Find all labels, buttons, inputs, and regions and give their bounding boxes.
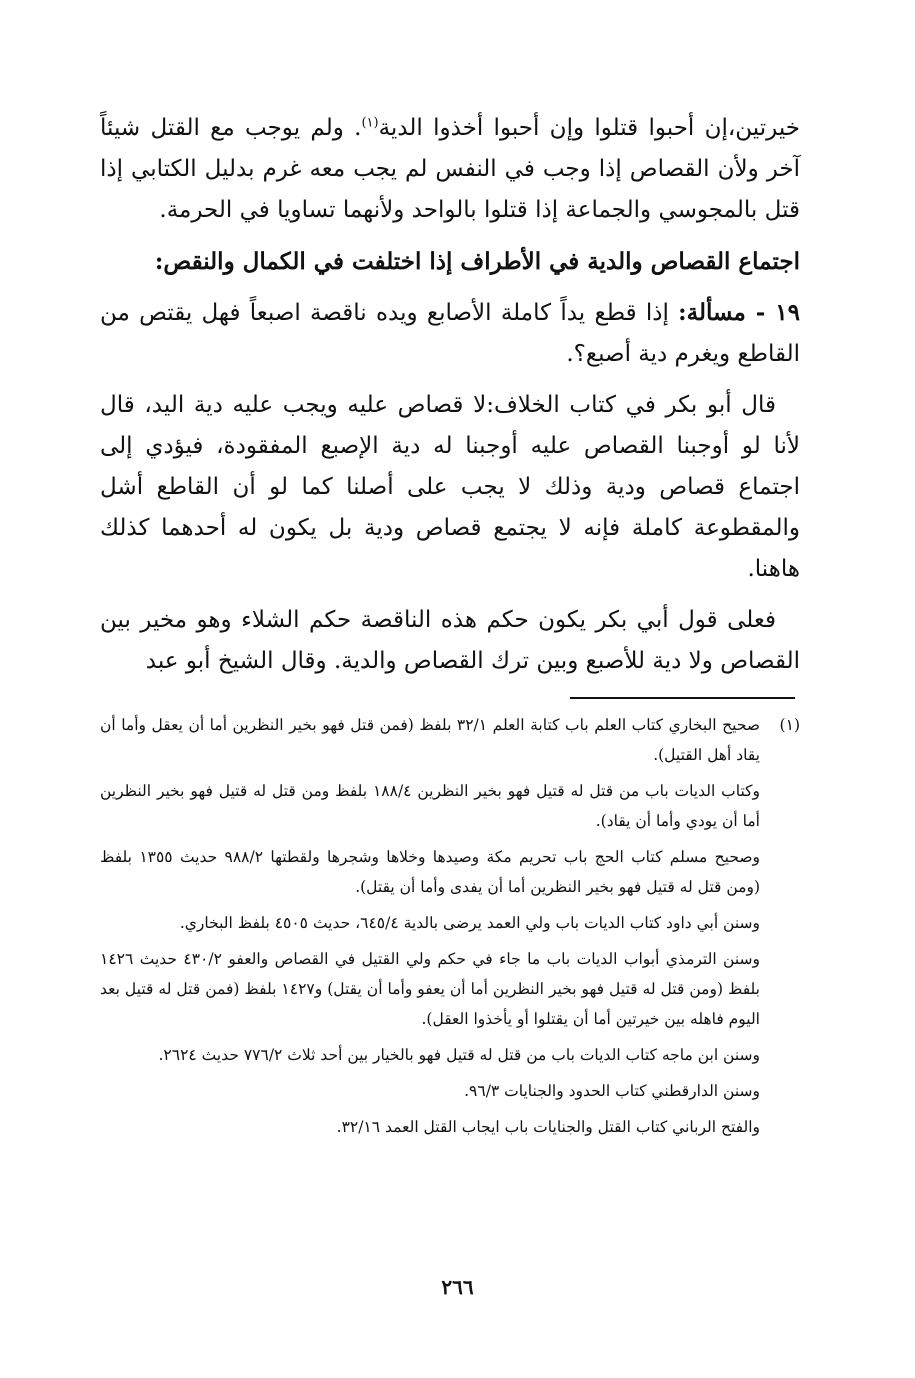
footnote-entry: وسنن الترمذي أبواب الديات باب ما جاء في حكم ولي القتيل في القصاص والعفو ٤٣٠/٢ حديث ١٤٢٦ بلفظ (ومن قتل له قتيل فهو بخير النظرين أما أن يعفو وأما أن يقتل) و١٤٢٧ بلفظ (فمن قتل له قتيل بعد اليوم فاهله بين خيرتين أما أن يقتلوا أو يأخذوا العقل). xyxy=(100,950,760,1028)
paragraph-1-text: خيرتين،إن أحبوا قتلوا وإن أحبوا أخذوا الدية xyxy=(378,115,801,141)
footnotes xyxy=(100,710,800,1142)
paragraph-1 xyxy=(100,108,800,231)
footnote-entry: وسنن الدارقطني كتاب الحدود والجنايات ٩٦/٣. xyxy=(464,1082,760,1100)
footnote-entry: والفتح الرباني كتاب القتل والجنايات باب ايجاب القتل العمد ٣٢/١٦. xyxy=(336,1118,760,1136)
footnote-divider xyxy=(570,697,795,699)
footnote-number: (١) xyxy=(779,716,800,734)
footnote-entry: وصحيح مسلم كتاب الحج باب تحريم مكة وصيدها وخلاها وشجرها ولقطتها ٩٨٨/٢ حديث ١٣٥٥ بلفظ (ومن قتل له قتيل فهو بخير النظرين أما أن يفدى وأما أن يقتل). xyxy=(100,848,760,896)
footnote-reference: (١) xyxy=(361,115,379,131)
footnote-entry: وسنن أبي داود كتاب الديات باب ولي العمد يرضى بالدية ٦٤٥/٤، حديث ٤٥٠٥ بلفظ البخاري. xyxy=(179,914,760,932)
main-text xyxy=(100,108,800,682)
footnote-text: صحيح البخاري كتاب العلم باب كتابة العلم ٣٢/١ بلفظ (فمن قتل فهو بخير النظرين أما أن يعقل وأما أن يقاد أهل القتيل). xyxy=(100,716,760,764)
issue-text: إذا قطع يداً كاملة الأصابع ويده ناقصة اصبعاً فهل يقتص من القاطع ويغرم دية أصبع؟. xyxy=(100,300,800,367)
section-heading: اجتماع القصاص والدية في الأطراف إذا اختلفت في الكمال والنقص: xyxy=(154,248,800,275)
paragraph-4: فعلى قول أبي بكر يكون حكم هذه الناقصة حكم الشلاء وهو مخير بين القصاص ولا دية للأصبع وبين ترك القصاص والدية. وقال الشيخ أبو عبد xyxy=(100,607,800,674)
footnote-entry: وكتاب الديات باب من قتل له قتيل فهو بخير النظرين ١٨٨/٤ بلفظ ومن قتل له قتيل فهو بخير النظرين أما أن يودي وأما أن يقاد). xyxy=(100,782,760,830)
issue-19 xyxy=(100,292,800,375)
footnote-entry: وسنن ابن ماجه كتاب الديات باب من قتل له قتيل فهو بالخيار بين أحد ثلاث ٧٧٦/٢ حديث ٢٦٢٤. xyxy=(158,1046,760,1064)
paragraph-1-rest: . ولم يوجب مع القتل شيئاً آخر ولأن القصاص إذا وجب في النفس لم يجب معه غرم بدليل الكتابي إذا قتل بالمجوسي والجماعة إذا قتلوا بالواحد ولأنهما تساويا في الحرمة. xyxy=(100,115,800,223)
footnote-entry xyxy=(100,710,800,770)
paragraph-3: قال أبو بكر في كتاب الخلاف:لا قصاص عليه ويجب عليه دية اليد، قال لأنا لو أوجبنا القصاص عليه أوجبنا له دية الإصبع المفقودة، فيؤدي إلى اجتماع قصاص ودية وذلك لا يجب على أصلنا كما لو أن القاطع أشل والمقطوعة كاملة فإنه لا يجتمع قصاص ودية بل يكون له أحدهما كذلك هاهنا. xyxy=(100,392,800,582)
page-number: ٢٦٦ xyxy=(441,1275,474,1299)
issue-number: ١٩ - مسألة: xyxy=(678,299,800,326)
